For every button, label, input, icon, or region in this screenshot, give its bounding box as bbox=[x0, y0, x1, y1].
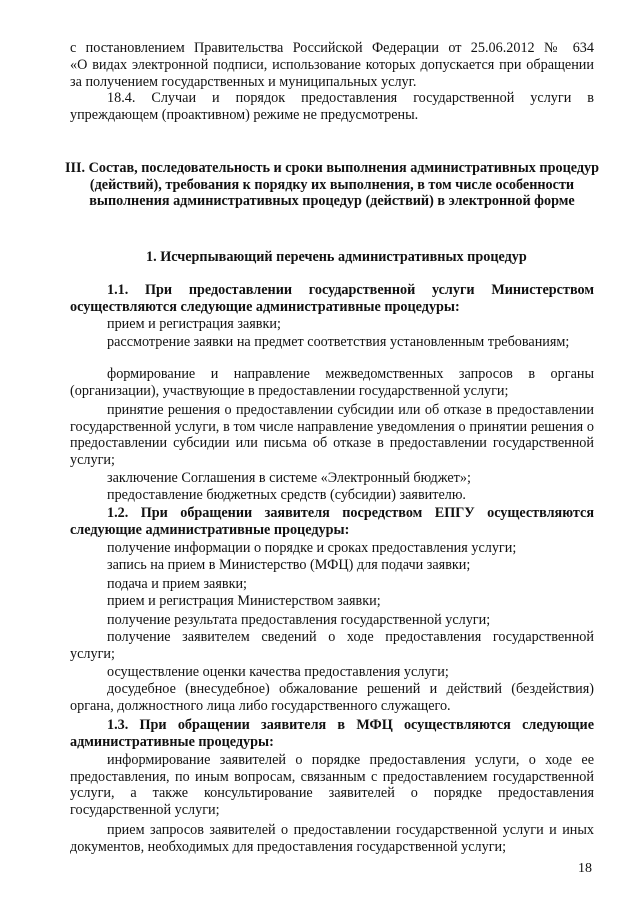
list-item: запись на прием в Министерство (МФЦ) для подачи заявки; bbox=[107, 557, 471, 573]
list-item: информирование заявителей о порядке предоставления услуги, о ходе ее предоставления, по иным вопросам, связанным с предоставлением государственной услуги, а также консультирование заявителей о порядке предоставления государственной услуги; bbox=[70, 752, 594, 818]
list-item: досудебное (внесудебное) обжалование решений и действий (бездействия) органа, должностного лица либо государственного служащего. bbox=[70, 681, 594, 714]
paragraph-18-4: 18.4. Случаи и порядок предоставления государственной услуги в упреждающем (проактивном) режиме не предусмотрены. bbox=[70, 90, 594, 123]
list-item: заключение Соглашения в системе «Электронный бюджет»; bbox=[107, 470, 471, 486]
section-title: III. Состав, последовательность и сроки выполнения административных процедур (действий), требования к порядку их выполнения, в том числе особенности выполнения административных процедур (действий) в электронной форме bbox=[64, 160, 600, 210]
list-item: прием и регистрация заявки; bbox=[107, 316, 281, 332]
section-subtitle: 1. Исчерпывающий перечень административных процедур bbox=[146, 249, 527, 265]
list-item: получение информации о порядке и сроках предоставления услуги; bbox=[107, 540, 517, 556]
intro-paragraph: «О видах электронной подписи, использование которых допускается при обращении за получением государственных и муниципальных услуг. bbox=[70, 57, 594, 90]
heading-1-3: 1.3. При обращении заявителя в МФЦ осуществляются следующие административные процедуры: bbox=[70, 717, 594, 750]
list-item: принятие решения о предоставлении субсидии или об отказе в предоставлении государственной услуги, в том числе направление уведомления о принятии решения о предоставлении субсидии или письма об отказе в предоставлении государственной услуги; bbox=[70, 402, 594, 468]
list-item: осуществление оценки качества предоставления услуги; bbox=[107, 664, 449, 680]
list-item: подача и прием заявки; bbox=[107, 576, 247, 592]
heading-1-2: 1.2. При обращении заявителя посредством ЕПГУ осуществляются следующие административные процедуры: bbox=[70, 505, 594, 538]
list-item: формирование и направление межведомственных запросов в органы (организации), участвующие в предоставлении государственной услуги; bbox=[70, 366, 594, 399]
list-item: предоставление бюджетных средств (субсидии) заявителю. bbox=[107, 487, 466, 503]
page-number: 18 bbox=[578, 861, 592, 876]
list-item: получение заявителем сведений о ходе предоставления государственной услуги; bbox=[70, 629, 594, 662]
list-item: получение результата предоставления государственной услуги; bbox=[107, 612, 491, 628]
list-item: прием запросов заявителей о предоставлении государственной услуги и иных документов, необходимых для предоставления государственной услуги; bbox=[70, 822, 594, 855]
list-item: рассмотрение заявки на предмет соответствия установленным требованиям; bbox=[107, 334, 570, 350]
intro-first-line: с постановлением Правительства Российской Федерации от 25.06.2012 № 634 bbox=[70, 40, 594, 56]
list-item: прием и регистрация Министерством заявки; bbox=[107, 593, 381, 609]
heading-1-1: 1.1. При предоставлении государственной услуги Министерством осуществляются следующие административные процедуры: bbox=[70, 282, 594, 315]
